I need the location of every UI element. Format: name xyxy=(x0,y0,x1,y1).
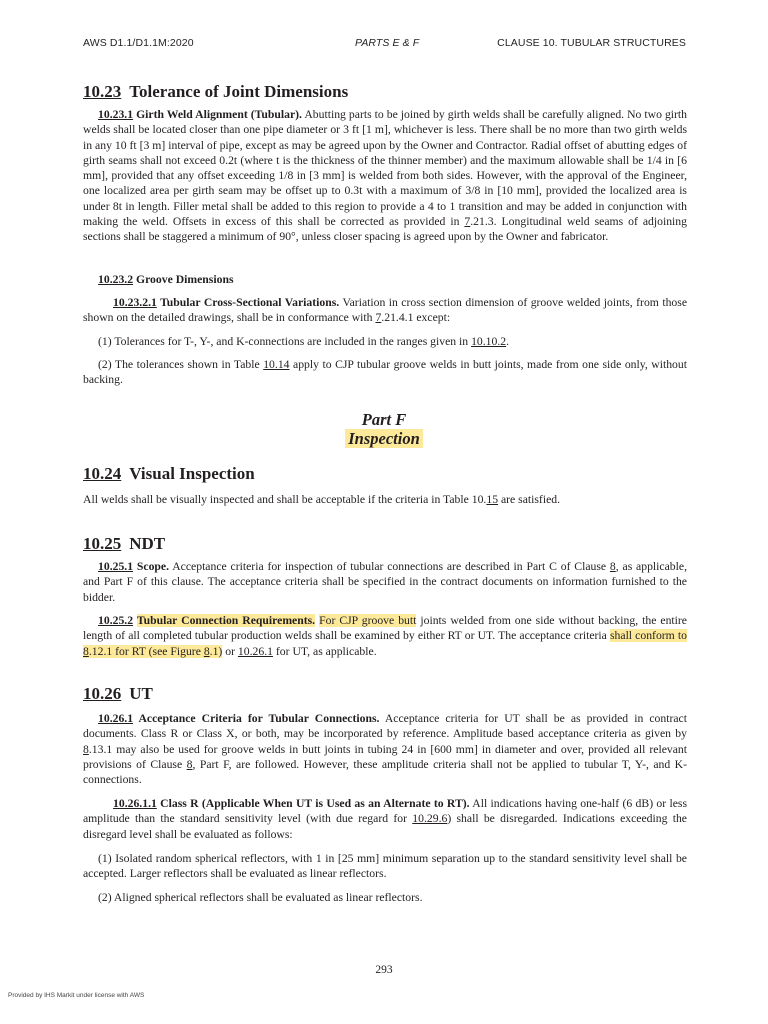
section-heading-10-23 xyxy=(83,82,348,102)
table-link[interactable]: 10 xyxy=(263,358,275,371)
paragraph-text: . Longitudinal weld seams of adjoining sections shall be staggered a minimum of 90°, unless closer spacing is agreed upon by the Owner and fabricator. xyxy=(83,215,687,244)
punctuation: . xyxy=(506,335,510,348)
page-number: 293 xyxy=(375,964,393,976)
list-item-1 xyxy=(83,334,687,349)
paragraph-text: Variation in cross section dimension of groove welded joints, from those shown on the detailed drawings, shall be in conformance with xyxy=(83,296,688,325)
highlighted-text: .12.1 for RT (see Figure xyxy=(88,644,204,658)
part-label-text: Part F xyxy=(361,410,407,429)
paragraph-text: or xyxy=(222,644,238,658)
list-text: (2) The tolerances shown in Table xyxy=(98,358,264,371)
highlighted-text: .1) xyxy=(209,644,223,658)
highlighted-heading: Tubular Connection Requirements. xyxy=(136,614,316,627)
paragraph-heading: Scope. xyxy=(136,560,170,573)
clause-link[interactable]: 8 xyxy=(186,757,193,771)
paragraph-heading: Acceptance Criteria for Tubular Connections. xyxy=(138,712,380,725)
header-clause: CLAUSE 10. TUBULAR STRUCTURES xyxy=(497,37,686,49)
highlighted-text: shall conform to xyxy=(609,629,687,643)
paragraph-10-24 xyxy=(83,492,687,507)
paragraph-text: ) shall be disregarded. Indications exceeding the disregard level shall be evaluated as follows: xyxy=(83,812,687,841)
section-number[interactable]: 10.25 xyxy=(83,534,122,553)
section-title: Visual Inspection xyxy=(129,464,255,483)
figure-link[interactable]: 8 xyxy=(203,644,210,658)
paragraph-text: Acceptance criteria for inspection of tubular connections are described in Part C of Clause xyxy=(172,560,610,573)
paragraph-10-26-1-1 xyxy=(83,796,687,842)
section-number[interactable]: 10.24 xyxy=(83,464,122,483)
section-number[interactable]: 10.26 xyxy=(83,684,122,703)
section-title: Tolerance of Joint Dimensions xyxy=(129,82,349,101)
clause-link[interactable]: 10.29.6 xyxy=(412,812,448,826)
paragraph-text: Acceptance criteria for UT shall be as provided in contract documents. Class R or Class X, or both, may be incorporated by reference. Amplitude based acceptance criteria as given by xyxy=(83,712,687,741)
table-link[interactable]: 15 xyxy=(486,493,499,506)
clause-link[interactable]: 8 xyxy=(83,742,89,756)
section-heading-10-26 xyxy=(83,684,153,704)
paragraph-heading: Girth Weld Alignment (Tubular). xyxy=(136,108,302,121)
paragraph-heading: Groove Dimensions xyxy=(135,273,234,286)
paragraph-text: joints welded from one side without backing, the entire length of all completed tubular production welds shall be examined by either RT or UT. The acceptance criteria xyxy=(83,614,687,643)
paragraph-10-23-2 xyxy=(83,272,687,287)
paragraph-text: , Part F, are followed. However, these amplitude criteria shall not be applied to tubular T, Y-, and K-connections. xyxy=(83,757,688,787)
paragraph-text: are satisfied. xyxy=(498,493,561,506)
clause-link[interactable]: 7 xyxy=(464,215,471,229)
section-number[interactable]: 10.23 xyxy=(83,82,122,101)
paragraph-text: All indications having one-half (6 dB) or less amplitude than the standard sensitivity level (with due regard for xyxy=(83,797,688,826)
running-header xyxy=(83,37,686,51)
clause-link[interactable]: 10.10.2 xyxy=(471,335,507,348)
paragraph-10-26-1 xyxy=(83,711,687,787)
list-item-2 xyxy=(83,890,687,905)
clause-link[interactable]: 8 xyxy=(609,560,616,573)
paragraph-10-25-1 xyxy=(83,559,687,605)
clause-link[interactable]: 10.26.1 xyxy=(98,712,134,725)
list-item-1 xyxy=(83,851,687,882)
paragraph-text: for UT, as applicable. xyxy=(272,644,377,658)
clause-link[interactable]: 10.25.2 xyxy=(98,614,134,627)
paragraph-10-25-2 xyxy=(83,613,687,659)
paragraph-heading: Tubular Cross-Sectional Variations. xyxy=(160,296,340,309)
clause-link[interactable]: 10.26.1.1 xyxy=(113,797,157,810)
highlighted-text: For CJP groove butt xyxy=(319,614,417,627)
paragraph-text: .13.1 may also be used for groove welds in butt joints in tubing 24 in [600 mm] in diameter and over, provided all relevant provisions of Clause xyxy=(83,742,687,771)
reference-suffix: .21.4.1 xyxy=(381,311,414,325)
clause-link[interactable]: 10.23.1 xyxy=(98,108,134,121)
license-footer: Provided by IHS Markit under license with AWS xyxy=(8,992,145,999)
header-standard: AWS D1.1/D1.1M:2020 xyxy=(83,37,194,49)
clause-link[interactable]: 8 xyxy=(83,644,89,658)
list-text: (2) Aligned spherical reflectors shall be evaluated as linear reflectors. xyxy=(98,891,423,904)
clause-link[interactable]: 10.26.1 xyxy=(237,644,273,658)
paragraph-10-23-1 xyxy=(83,107,687,245)
part-title-highlight: Inspection xyxy=(345,429,423,448)
paragraph-text: Abutting parts to be joined by girth welds shall be carefully aligned. No two girth welds shall be located closer than one pipe diameter or 3 ft [1 m], whichever is less. There shall be no more than two girth welds in any 10 ft [3 m] interval of pipe, except as may be agreed upon by the Owner and Contractor. Radial offset of abutting edges of girth seams shall not exceed 0.2t (where t is the thickness of the thinner member) and the maximum allowable shall be 1/4 in [6 mm], provided that any offset exceeding 1/8 in [3 mm] is welded from both sides. However, with the approval of the Engineer, one localized area per girth seam may be offset up to 0.3t with a maximum of 3/8 in [10 mm], provided the localized area is under 8t in length. Filler metal shall be added to this region to provide a 4 to 1 transition and may be added in conjunction with making the weld. Offsets in excess of this shall be corrected as provided in xyxy=(83,108,688,229)
clause-link[interactable]: 7 xyxy=(375,311,382,325)
part-label xyxy=(0,410,768,429)
paragraph-heading: Class R (Applicable When UT is Used as an Alternate to RT). xyxy=(160,797,470,810)
section-title: NDT xyxy=(129,534,166,553)
clause-link[interactable]: 10.25.1 xyxy=(98,560,134,573)
list-text: (1) Tolerances for T-, Y-, and K-connections are included in the ranges given in xyxy=(98,335,472,348)
table-link-suffix[interactable]: .14 xyxy=(274,358,290,371)
paragraph-text: , as applicable, and Part F of this clause. The acceptance criteria shall be specified in the contract documents on information furnished to the bidder. xyxy=(83,560,688,604)
clause-link[interactable]: 10.23.2.1 xyxy=(113,296,157,309)
reference-suffix: .21.3 xyxy=(470,215,494,229)
paragraph-10-23-2-1 xyxy=(83,295,687,326)
part-title xyxy=(0,429,768,448)
list-item-2 xyxy=(83,357,687,388)
section-heading-10-24 xyxy=(83,464,255,484)
list-text: (1) Isolated random spherical reflectors, with 1 in [25 mm] minimum separation up to the standard sensitivity level shall be accepted. Larger reflectors shall be evaluated as linear reflectors. xyxy=(83,852,687,881)
section-title: UT xyxy=(129,684,153,703)
paragraph-text: except: xyxy=(413,311,451,325)
clause-link[interactable]: 10.23.2 xyxy=(98,273,134,286)
list-text: apply to CJP tubular groove welds in butt joints, made from one side only, without backing. xyxy=(83,358,687,387)
header-parts: PARTS E & F xyxy=(355,37,420,49)
section-heading-10-25 xyxy=(83,534,165,554)
paragraph-text: All welds shall be visually inspected and shall be acceptable if the criteria in Table 10. xyxy=(83,493,487,506)
